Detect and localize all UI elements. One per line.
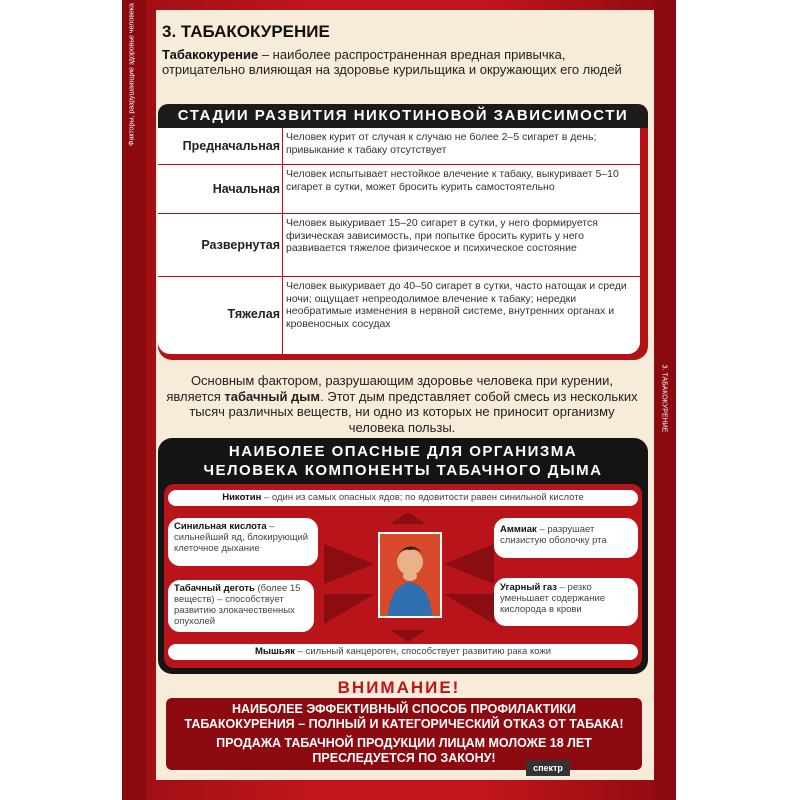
- intro-text: [162, 47, 642, 77]
- poster: [122, 0, 676, 800]
- tar-name: Табачный деготь: [174, 583, 255, 594]
- tar-label: [168, 580, 314, 632]
- side-caption-left: Факторы, разрушающие здоровье человека: [128, 3, 136, 146]
- stages-box: [158, 128, 640, 354]
- attention-heading: ВНИМАНИЕ!: [337, 678, 461, 697]
- page-title: 3. ТАБАКОКУРЕНИЕ: [162, 22, 330, 41]
- cyanide-name: Синильная кислота: [174, 521, 267, 532]
- components-title: [158, 442, 648, 480]
- arsenic-text: – сильный канцероген, способствует развитию рака кожи: [295, 646, 552, 657]
- smoker-picture: [378, 532, 442, 618]
- intro-term: Табакокурение: [162, 47, 259, 62]
- stage-name: Предначальная: [182, 139, 280, 153]
- coughing-man-icon: [380, 534, 440, 616]
- smoke-text-2: . Этот дым представляет собой смесь из нескольких тысяч различных веществ, ни одно из которых не приносит организму человека пользы.: [189, 388, 638, 435]
- components-area: [164, 484, 642, 668]
- nicotine-text: – один из самых опасных ядов; по ядовитости равен синильной кислоте: [261, 492, 584, 503]
- stage-name: Тяжелая: [227, 307, 280, 321]
- stages-table: [158, 128, 648, 360]
- intro-definition: – наиболее распространенная вредная привычка, отрицательно влияющая на здоровье курильщика и окружающих его людей: [162, 47, 622, 77]
- stage-name: Начальная: [212, 182, 280, 196]
- side-caption-right: 3. ТАБАКОКУРЕНИЕ: [660, 364, 668, 433]
- carbon-monoxide-text: – резко уменьшает содержание кислорода в крови: [500, 582, 606, 615]
- stage-row: [158, 128, 640, 165]
- components-title-line-2: ЧЕЛОВЕКА КОМПОНЕНТЫ ТАБАЧНОГО ДЫМА: [203, 462, 603, 479]
- ammonia-label: [494, 518, 638, 558]
- smoke-bold: табачный дым: [224, 388, 321, 404]
- stage-row: [158, 277, 640, 354]
- stage-description: Человек выкуривает до 40–50 сигарет в сутки, часто натощак и среди ночи; ощущает непреодолимое влечение к табаку; нередки необратимые изменения в нервной системе, внутренних органах и кровеносных сосудах: [286, 280, 627, 330]
- stage-name: Развернутая: [201, 238, 280, 252]
- cyanide-label: [168, 518, 318, 566]
- footer-line-2: ТАБАКОКУРЕНИЯ – ПОЛНЫЙ И КАТЕГОРИЧЕСКИЙ ОТКАЗ ОТ ТАБАКА!: [184, 717, 624, 731]
- stage-row: [158, 214, 640, 277]
- stages-header: СТАДИИ РАЗВИТИЯ НИКОТИНОВОЙ ЗАВИСИМОСТИ: [158, 104, 648, 128]
- arsenic-label: [168, 644, 638, 660]
- publisher-logo: спектр: [526, 760, 570, 776]
- warning-footer: [166, 698, 642, 770]
- ammonia-name: Аммиак: [500, 524, 537, 535]
- stage-description: Человек курит от случая к случаю не более 2–5 сигарет в день; привыкание к табаку отсутствует: [286, 131, 597, 156]
- smoke-text-1: Основным фактором, разрушающим здоровье человека при курении, является: [166, 373, 614, 404]
- footer-line-1: НАИБОЛЕЕ ЭФФЕКТИВНЫЙ СПОСОБ ПРОФИЛАКТИКИ: [231, 702, 577, 716]
- stage-description: Человек выкуривает 15–20 сигарет в сутки, у него формируется физическая зависимость, при попытке бросить курить у него развивается тяжелое физическое и психическое состояние: [286, 217, 598, 254]
- footer-line-3: ПРОДАЖА ТАБАЧНОЙ ПРОДУКЦИИ ЛИЦАМ МОЛОЖЕ 18 ЛЕТ: [216, 736, 592, 750]
- carbon-monoxide-name: Угарный газ: [500, 582, 557, 593]
- stage-row: [158, 165, 640, 214]
- arsenic-name: Мышьяк: [254, 646, 296, 657]
- tar-text: (более 15 веществ) – способствует развитию злокачественных опухолей: [174, 583, 301, 627]
- ammonia-text: – разрушает слизистую оболочку рта: [500, 524, 607, 546]
- footer-line-4: ПРЕСЛЕДУЕТСЯ ПО ЗАКОНУ!: [312, 751, 496, 765]
- carbon-monoxide-label: [494, 578, 638, 626]
- stage-description: Человек испытывает нестойкое влечение к табаку, выкуривает 5–10 сигарет в сутки, может бросить курить самостоятельно: [286, 168, 619, 193]
- components-title-line-1: НАИБОЛЕЕ ОПАСНЫЕ ДЛЯ ОРГАНИЗМА: [228, 443, 578, 460]
- cyanide-text: – сильнейший яд, блокирующий клеточное дыхание: [174, 521, 309, 554]
- nicotine-label: [168, 490, 638, 506]
- nicotine-name: Никотин: [222, 492, 262, 503]
- smoke-paragraph: [162, 373, 642, 435]
- components-panel: [158, 438, 648, 674]
